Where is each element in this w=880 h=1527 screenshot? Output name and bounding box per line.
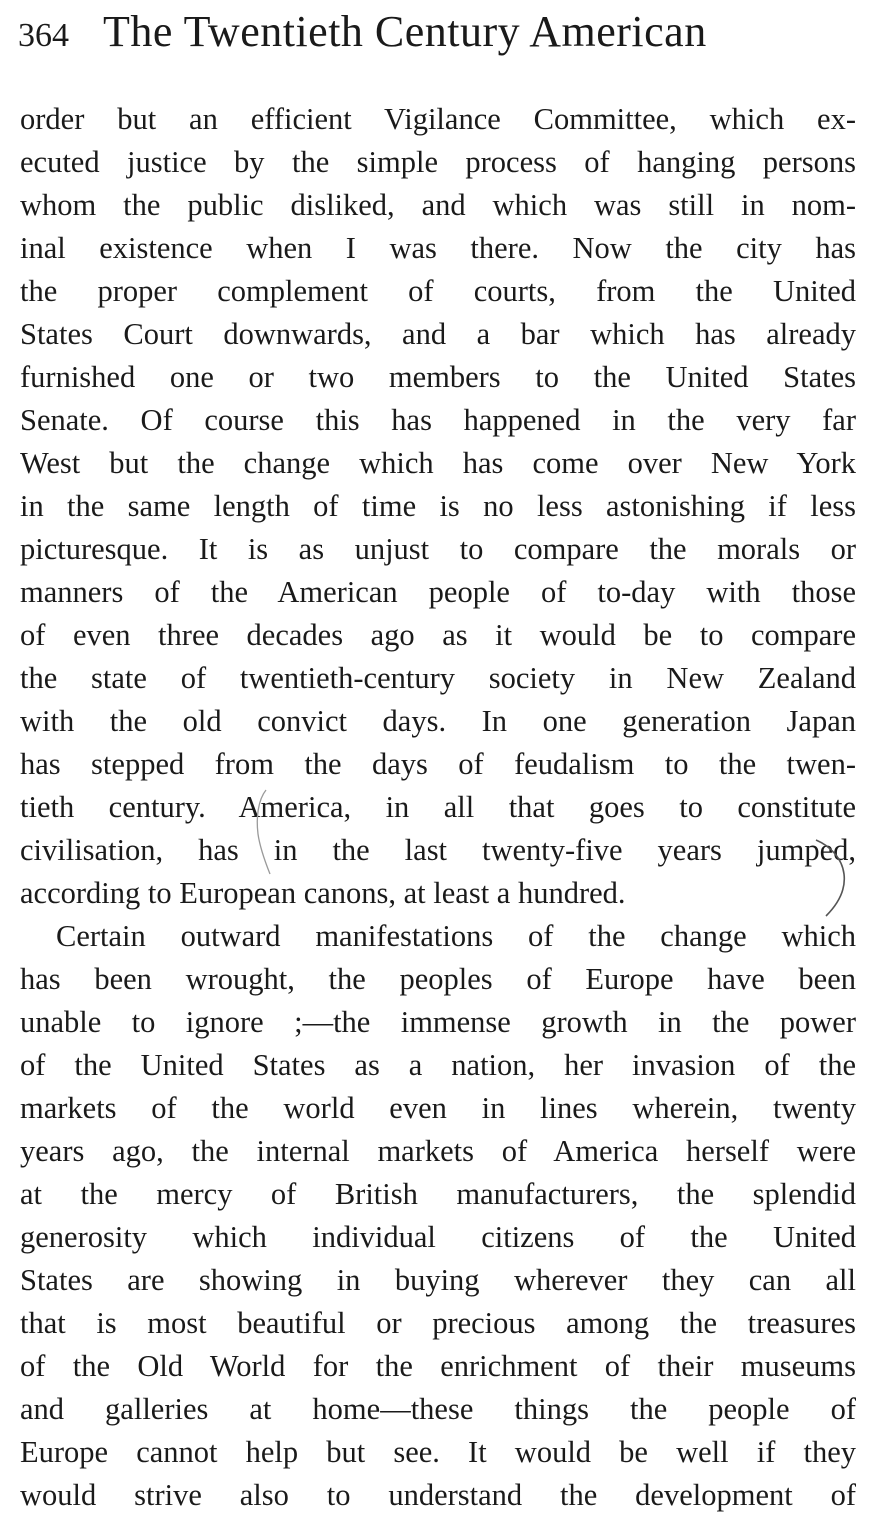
text-line: markets of the world even in lines wherein, twenty	[20, 1091, 856, 1125]
text-line: order but an efficient Vigilance Committee, which ex-	[20, 102, 856, 136]
text-line: manners of the American people of to-day with those	[20, 575, 856, 609]
text-line: picturesque. It is as unjust to compare the morals or	[20, 532, 856, 566]
running-head	[18, 6, 868, 58]
text-line: States Court downwards, and a bar which has already	[20, 317, 856, 351]
body-text	[20, 98, 856, 1517]
text-line: that is most beautiful or precious among the treasures	[20, 1306, 856, 1340]
text-line: the state of twentieth-century society in New Zealand	[20, 661, 856, 695]
text-line: civilisation, has in the last twenty-five years jumped,	[20, 833, 856, 867]
text-line: of even three decades ago as it would be to compare	[20, 618, 856, 652]
text-line: generosity which individual citizens of the United	[20, 1220, 856, 1254]
text-line: furnished one or two members to the United States	[20, 360, 856, 394]
page-number: 364	[18, 17, 69, 54]
text-line: Senate. Of course this has happened in the very far	[20, 403, 856, 437]
text-line: according to European canons, at least a hundred.	[20, 876, 626, 910]
text-line: in the same length of time is no less astonishing if less	[20, 489, 856, 523]
text-line: with the old convict days. In one generation Japan	[20, 704, 856, 738]
text-line: at the mercy of British manufacturers, the splendid	[20, 1177, 856, 1211]
text-line: has stepped from the days of feudalism to the twen-	[20, 747, 856, 781]
text-line: years ago, the internal markets of America herself were	[20, 1134, 856, 1168]
text-line: and galleries at home—these things the people of	[20, 1392, 856, 1426]
text-line: has been wrought, the peoples of Europe have been	[20, 962, 856, 996]
text-line: inal existence when I was there. Now the city has	[20, 231, 856, 265]
text-line: unable to ignore ;—the immense growth in the power	[20, 1005, 856, 1039]
text-line: of the United States as a nation, her invasion of the	[20, 1048, 856, 1082]
text-line: whom the public disliked, and which was still in nom-	[20, 188, 856, 222]
text-line: West but the change which has come over New York	[20, 446, 856, 480]
text-line: of the Old World for the enrichment of their museums	[20, 1349, 856, 1383]
text-line: Europe cannot help but see. It would be well if they	[20, 1435, 856, 1469]
running-title: The Twentieth Century American	[103, 7, 707, 56]
text-line: States are showing in buying wherever they can all	[20, 1263, 856, 1297]
text-line: ecuted justice by the simple process of hanging persons	[20, 145, 856, 179]
text-line: Certain outward manifestations of the change which	[56, 919, 856, 953]
text-line: tieth century. America, in all that goes to constitute	[20, 790, 856, 824]
text-line: the proper complement of courts, from the United	[20, 274, 856, 308]
text-line: would strive also to understand the development of	[20, 1478, 856, 1512]
